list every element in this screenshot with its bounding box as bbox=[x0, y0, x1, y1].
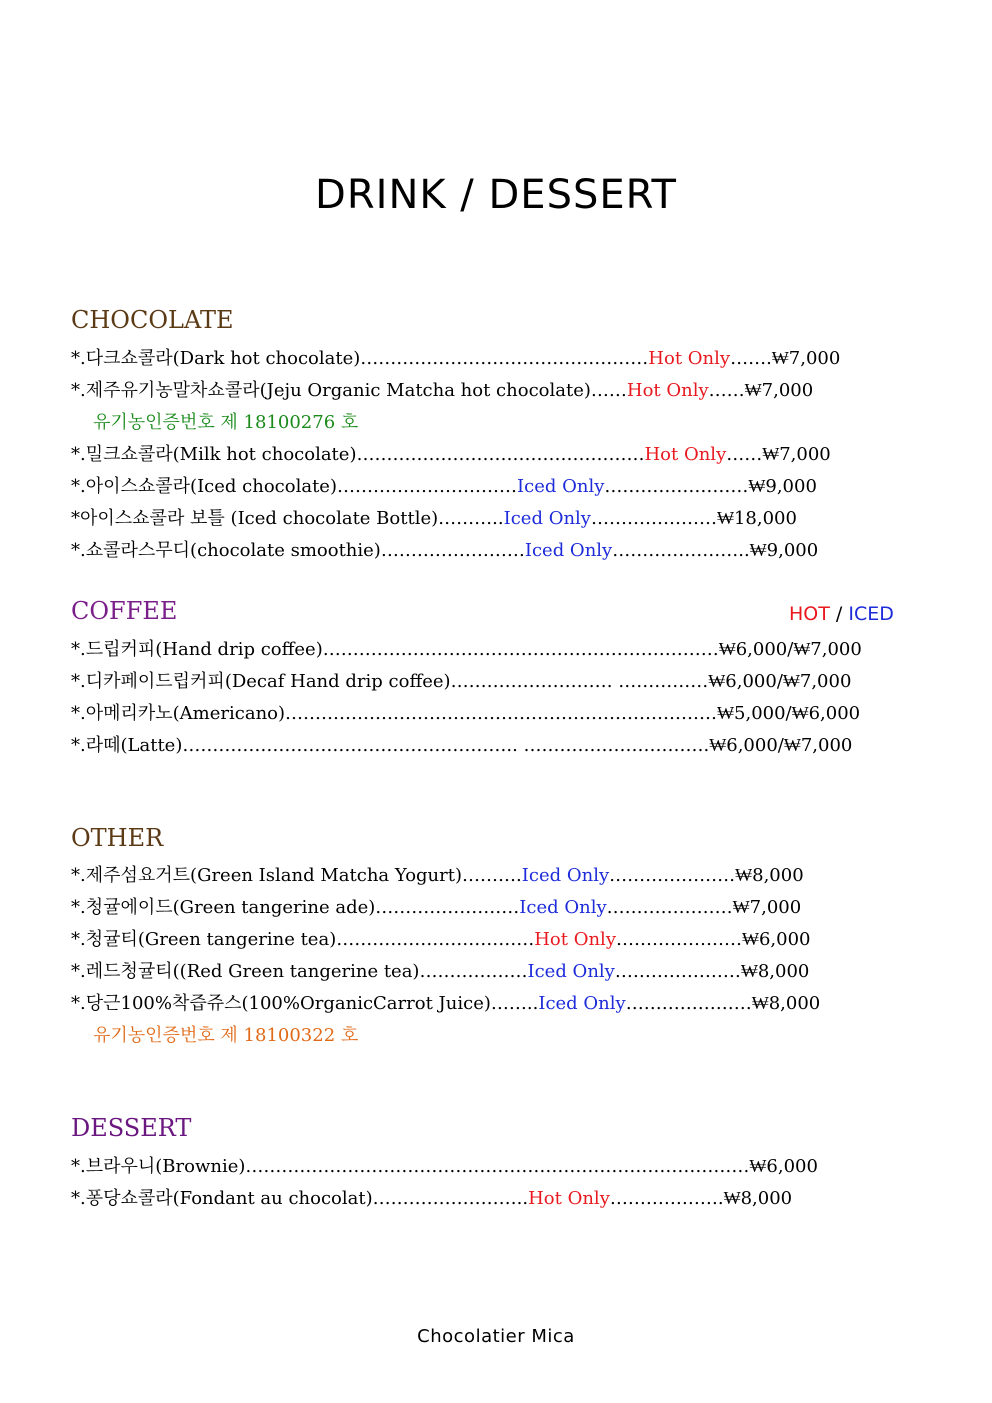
menu-item-red-green-tangerine-tea bbox=[71, 960, 809, 984]
item-name: *.아메리카노(Americano) bbox=[71, 703, 286, 724]
menu-item-dark-hot-chocolate bbox=[71, 347, 840, 371]
item-price: ₩9,000 bbox=[748, 476, 817, 497]
leader-dots: ………………… bbox=[609, 865, 736, 886]
item-name: *.밀크쇼콜라(Milk hot chocolate) bbox=[71, 444, 357, 465]
item-price: ₩7,000 bbox=[762, 444, 831, 465]
leader-dots: ………………………………………………………………………… bbox=[245, 1156, 750, 1177]
leader-dots: …………………… bbox=[604, 476, 749, 497]
menu-item-iced-chocolate bbox=[71, 475, 817, 499]
leader-dots: …… bbox=[708, 380, 745, 401]
item-price: ₩6,000/₩7,000 bbox=[718, 639, 862, 660]
leader-dots: …………………… bbox=[375, 897, 520, 918]
item-price: ₩8,000 bbox=[723, 1188, 793, 1209]
hot-only-tag: Hot Only bbox=[644, 444, 727, 465]
leader-dots: ……. bbox=[730, 348, 772, 369]
menu-item-jeju-matcha-chocolate bbox=[71, 379, 813, 403]
item-name: *.레드청귤티((Red Green tangerine tea) bbox=[71, 961, 420, 982]
item-name: *.디카페이드립커피(Decaf Hand drip coffee) bbox=[71, 671, 451, 692]
item-name: *.퐁당쇼콜라(Fondant au chocolat) bbox=[71, 1188, 373, 1209]
menu-item-chocolate-smoothie bbox=[71, 539, 818, 563]
menu-item-milk-hot-chocolate bbox=[71, 443, 831, 467]
menu-item-green-tangerine-tea bbox=[71, 928, 811, 952]
leader-dots: …………………………… bbox=[336, 929, 535, 950]
item-price: ₩6,000/₩7,000 bbox=[709, 735, 853, 756]
menu-item-iced-chocolate-bottle bbox=[71, 507, 797, 531]
section-heading-coffee: COFFEE bbox=[71, 597, 178, 625]
menu-item-americano bbox=[71, 702, 860, 726]
item-name: *.청귤에이드(Green tangerine ade) bbox=[71, 897, 376, 918]
menu-item-carrot-juice bbox=[71, 992, 820, 1016]
item-name: *.제주섬요거트(Green Island Matcha Yogurt) bbox=[71, 865, 463, 886]
item-price: ₩6,000 bbox=[741, 929, 811, 950]
section-heading-dessert: DESSERT bbox=[71, 1114, 192, 1142]
hot-only-tag: Hot Only bbox=[528, 1188, 610, 1209]
leader-dots: …………………… bbox=[380, 540, 525, 561]
leader-dots: ………………………… bbox=[337, 476, 517, 497]
leader-dots: ……………………… …………… bbox=[450, 671, 709, 692]
footer-brand-name: Chocolatier Mica bbox=[417, 1326, 575, 1347]
item-price: ₩9,000 bbox=[749, 540, 819, 561]
leader-dots: ……………………………………………………………… bbox=[285, 703, 718, 724]
iced-only-tag: Iced Only bbox=[519, 897, 607, 918]
menu-item-brownie bbox=[71, 1155, 818, 1179]
item-price: ₩18,000 bbox=[716, 508, 797, 529]
iced-only-tag: Iced Only bbox=[521, 865, 610, 886]
leader-dots: ……………………………………………….. …………………………. bbox=[182, 735, 710, 756]
leader-dots: …… bbox=[726, 444, 763, 465]
hot-only-tag: Hot Only bbox=[534, 929, 616, 950]
iced-only-tag: Iced Only bbox=[517, 476, 605, 497]
leader-dots: ……….. bbox=[438, 508, 504, 529]
item-price: ₩7,000 bbox=[771, 348, 841, 369]
leader-dots: ………………………………………… bbox=[360, 348, 649, 369]
leader-dots: …………………….. bbox=[372, 1188, 529, 1209]
menu-item-latte bbox=[71, 734, 852, 758]
menu-item-decaf-hand-drip bbox=[71, 670, 851, 694]
item-price: ₩8,000 bbox=[751, 993, 821, 1014]
organic-certification-note: 유기농인증번호 제 18100276 호 bbox=[93, 412, 359, 433]
item-name: *.당근100%착즙쥬스(100%OrganicCarrot Juice) bbox=[71, 993, 491, 1014]
item-price: ₩8,000 bbox=[735, 865, 804, 886]
section-heading-other: OTHER bbox=[71, 824, 164, 852]
item-price: ₩7,000 bbox=[732, 897, 802, 918]
item-price: ₩5,000/₩6,000 bbox=[717, 703, 861, 724]
leader-dots: ………………… bbox=[615, 929, 742, 950]
iced-only-tag: Iced Only bbox=[503, 508, 591, 529]
leader-dots: ………………… bbox=[614, 961, 741, 982]
organic-certification-note: 유기농인증번호 제 18100322 호 bbox=[93, 1025, 359, 1046]
item-name: *.라떼(Latte) bbox=[71, 735, 183, 756]
hot-label: HOT bbox=[789, 603, 830, 625]
item-price: ₩7,000 bbox=[744, 380, 814, 401]
leader-dots: ………………………………………… bbox=[356, 444, 645, 465]
hot-iced-column-label bbox=[789, 603, 894, 625]
iced-only-tag: Iced Only bbox=[524, 540, 613, 561]
menu-item-green-island-yogurt bbox=[71, 864, 804, 888]
menu-item-green-tangerine-ade bbox=[71, 896, 801, 920]
leader-dots: ………. bbox=[462, 865, 522, 886]
leader-dots: ……………… bbox=[419, 961, 528, 982]
leader-dots: …….. bbox=[490, 993, 539, 1014]
leader-dots: ………………… bbox=[590, 508, 717, 529]
item-price: ₩6,000 bbox=[749, 1156, 818, 1177]
slash-separator: / bbox=[835, 603, 843, 625]
item-name: *.아이스쇼콜라(Iced chocolate) bbox=[71, 476, 337, 497]
iced-label: ICED bbox=[848, 603, 894, 625]
item-name: *.드립커피(Hand drip coffee) bbox=[71, 639, 323, 660]
iced-only-tag: Iced Only bbox=[527, 961, 615, 982]
item-name: *.청귤티(Green tangerine tea) bbox=[71, 929, 337, 950]
item-name: *.제주유기농말차쇼콜라(Jeju Organic Matcha hot chocolate) bbox=[71, 380, 591, 401]
item-price: ₩6,000/₩7,000 bbox=[708, 671, 852, 692]
leader-dots: …… bbox=[590, 380, 627, 401]
leader-dots: ………………… bbox=[606, 897, 733, 918]
item-name: *.다크쇼콜라(Dark hot chocolate) bbox=[71, 348, 361, 369]
leader-dots: ………………… bbox=[625, 993, 752, 1014]
item-name: *.브라우니(Brownie) bbox=[71, 1156, 246, 1177]
iced-only-tag: Iced Only bbox=[538, 993, 626, 1014]
item-name: *.쇼콜라스무디(chocolate smoothie) bbox=[71, 540, 381, 561]
item-name: *아이스쇼콜라 보틀 (Iced chocolate Bottle) bbox=[71, 508, 439, 529]
leader-dots: ………………….. bbox=[612, 540, 750, 561]
hot-only-tag: Hot Only bbox=[648, 348, 731, 369]
menu-item-fondant-au-chocolat bbox=[71, 1187, 792, 1211]
item-price: ₩8,000 bbox=[740, 961, 810, 982]
leader-dots: ………………. bbox=[609, 1188, 724, 1209]
menu-item-hand-drip-coffee bbox=[71, 638, 862, 662]
leader-dots: ………………………………………………………… bbox=[322, 639, 719, 660]
section-heading-chocolate: CHOCOLATE bbox=[71, 306, 234, 334]
page-title: DRINK / DESSERT bbox=[315, 172, 677, 218]
hot-only-tag: Hot Only bbox=[626, 380, 709, 401]
